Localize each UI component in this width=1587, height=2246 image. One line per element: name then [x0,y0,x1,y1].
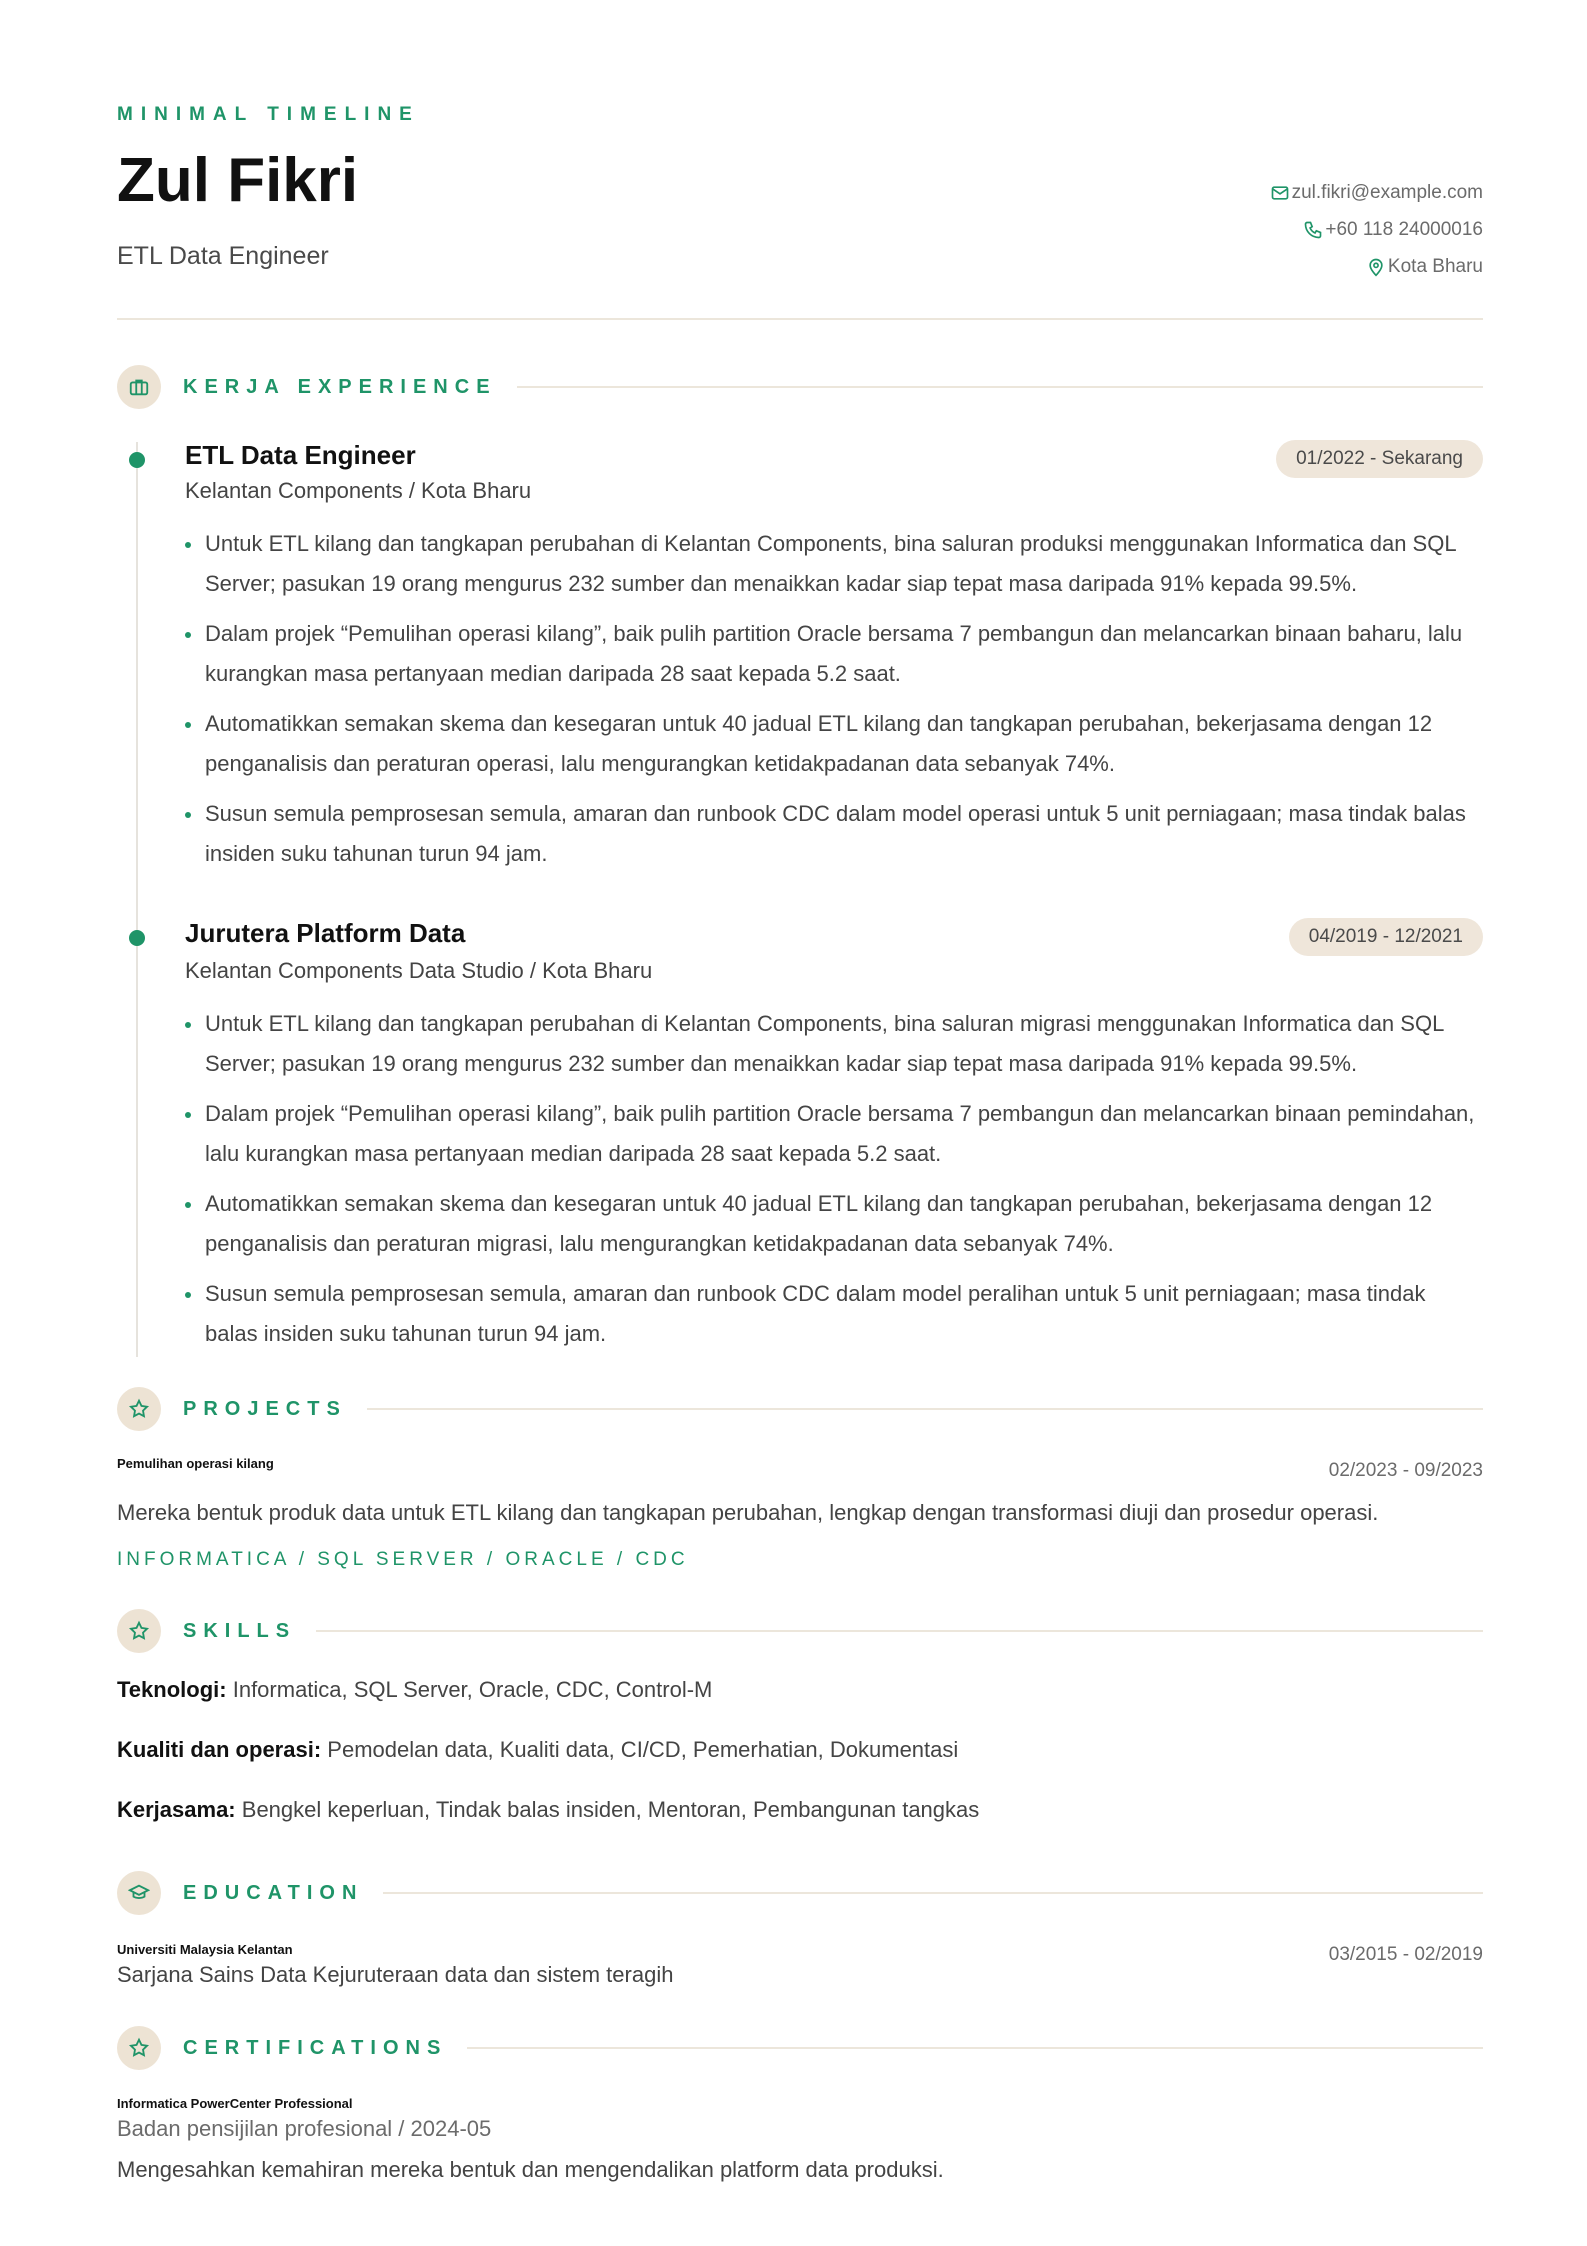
skill-value: Informatica, SQL Server, Oracle, CDC, Control-M [232,1677,713,1702]
star-icon [117,1609,161,1653]
skills-section-header [117,1608,1483,1654]
certification-description: Mengesahkan kemahiran mereka bentuk dan mengendalikan platform data produksi. [117,2157,944,2182]
star-icon [117,2026,161,2070]
resume-page [117,0,1483,2246]
phone-icon [1303,220,1323,240]
job-dates: 01/2022 - Sekarang [1276,440,1483,478]
job-title: Jurutera Platform Data [185,918,466,948]
email-text: zul.fikri@example.com [1291,181,1483,203]
job-title: ETL Data Engineer [185,440,416,470]
map-pin-icon [1366,257,1386,277]
certification-name: Informatica PowerCenter Professional [117,2096,353,2111]
skill-label: Teknologi: [117,1677,227,1702]
job-bullet: Untuk ETL kilang dan tangkapan perubahan di Kelantan Components, bina saluran produksi menggunakan Informatica dan SQL Server; pasukan 19 orang mengurus 232 sumber dan menaikkan kadar siap tepat masa daripada 91% kepada 99.5%. [185,524,1483,604]
skill-value: Bengkel keperluan, Tindak balas insiden, Mentoran, Pembangunan tangkas [241,1797,980,1822]
contact-phone[interactable] [1270,211,1483,248]
skill-row [117,1677,712,1703]
job-bullet: Untuk ETL kilang dan tangkapan perubahan di Kelantan Components, bina saluran migrasi menggunakan Informatica dan SQL Server; pasukan 19 orang mengurus 232 sumber dan menaikkan kadar siap tepat masa daripada 91% kepada 99.5%. [185,1004,1483,1084]
section-rule [316,1630,1483,1632]
skill-label: Kerjasama: [117,1797,236,1822]
job-company: Kelantan Components / Kota Bharu [185,478,532,503]
job-bullets [185,524,1483,884]
school-name: Universiti Malaysia Kelantan [117,1942,293,1957]
projects-section-header [117,1386,1483,1432]
section-rule [383,1892,1483,1894]
briefcase-icon [117,365,161,409]
section-rule [367,1408,1483,1410]
template-label: MINIMAL TIMELINE [117,104,420,125]
education-section-header [117,1870,1483,1916]
candidate-name: Zul Fikri [117,146,359,215]
job-company: Kelantan Components Data Studio / Kota Bharu [185,958,653,983]
certifications-section-header [117,2025,1483,2071]
contact-location [1270,248,1483,285]
experience-section-title: KERJA EXPERIENCE [183,375,497,398]
certification-issuer: Badan pensijilan profesional / 2024-05 [117,2116,492,2141]
job-bullet: Automatikkan semakan skema dan kesegaran untuk 40 jadual ETL kilang dan tangkapan perubahan, bekerjasama dengan 12 penganalisis dan peraturan migrasi, lalu mengurangkan ketidakpadanan data sebanyak 74%. [185,1184,1483,1264]
skill-value: Pemodelan data, Kualiti data, CI/CD, Pemerhatian, Dokumentasi [327,1737,959,1762]
contact-block [1270,174,1483,285]
timeline-dot [129,930,145,946]
job-dates: 04/2019 - 12/2021 [1289,918,1483,956]
header-divider [117,318,1483,320]
certifications-section-title: CERTIFICATIONS [183,2036,448,2059]
education-dates: 03/2015 - 02/2019 [1328,1944,1483,1965]
location-text: Kota Bharu [1387,255,1483,277]
contact-email[interactable] [1270,174,1483,211]
timeline-dot [129,452,145,468]
mail-icon [1270,183,1290,203]
skill-row [117,1737,958,1763]
section-rule [517,386,1483,388]
skill-label: Kualiti dan operasi: [117,1737,322,1762]
job-bullet: Susun semula pemprosesan semula, amaran dan runbook CDC dalam model peralihan untuk 5 unit perniagaan; masa tindak balas insiden suku tahunan turun 94 jam. [185,1274,1483,1354]
candidate-role: ETL Data Engineer [117,242,329,270]
job-bullet: Susun semula pemprosesan semula, amaran dan runbook CDC dalam model operasi untuk 5 unit perniagaan; masa tindak balas insiden suku tahunan turun 94 jam. [185,794,1483,874]
experience-section-header [117,364,1483,410]
project-name: Pemulihan operasi kilang [117,1456,274,1471]
phone-text: +60 118 24000016 [1325,218,1483,240]
education-section-title: EDUCATION [183,1881,364,1904]
star-icon [117,1387,161,1431]
job-bullet: Automatikkan semakan skema dan kesegaran untuk 40 jadual ETL kilang dan tangkapan perubahan, bekerjasama dengan 12 penganalisis dan peraturan operasi, lalu mengurangkan ketidakpadanan data sebanyak 74%. [185,704,1483,784]
project-description: Mereka bentuk produk data untuk ETL kilang dan tangkapan perubahan, lengkap dengan transformasi diuji dan prosedur operasi. [117,1500,1379,1525]
job-bullet: Dalam projek “Pemulihan operasi kilang”, baik pulih partition Oracle bersama 7 pembangun dan melancarkan binaan baharu, lalu kurangkan masa pertanyaan median daripada 28 saat kepada 5.2 saat. [185,614,1483,694]
timeline-line [136,442,138,1357]
project-tags: INFORMATICA / SQL SERVER / ORACLE / CDC [117,1549,689,1570]
project-dates: 02/2023 - 09/2023 [1328,1460,1483,1481]
job-bullets [185,1004,1483,1364]
section-rule [467,2047,1483,2049]
graduation-cap-icon [117,1871,161,1915]
skills-section-title: SKILLS [183,1619,297,1642]
projects-section-title: PROJECTS [183,1397,347,1420]
job-bullet: Dalam projek “Pemulihan operasi kilang”, baik pulih partition Oracle bersama 7 pembangun dan melancarkan binaan pemindahan, lalu kurangkan masa pertanyaan median daripada 28 saat kepada 5.2 saat. [185,1094,1483,1174]
skill-row [117,1797,979,1823]
degree: Sarjana Sains Data Kejuruteraan data dan sistem teragih [117,1962,674,1987]
